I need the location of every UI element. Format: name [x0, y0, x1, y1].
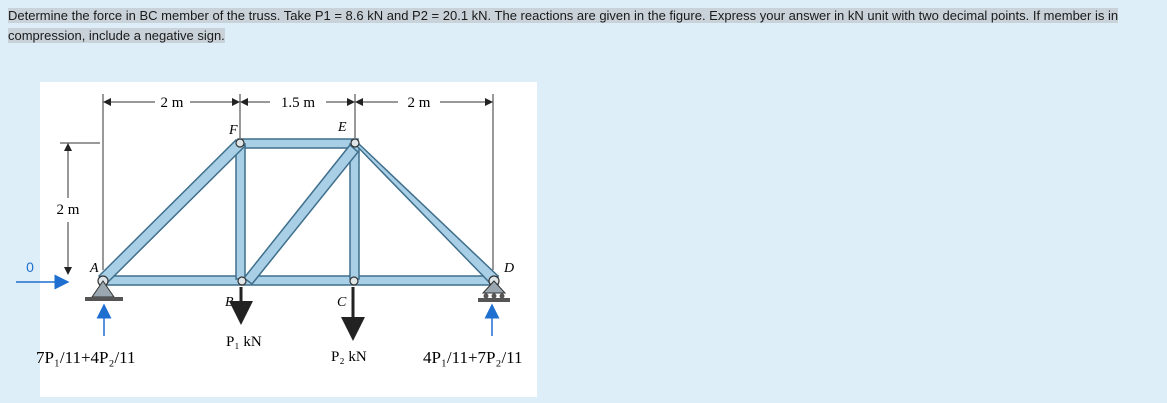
question-line-1: Determine the force in BC member of the truss. Take P1 = 8.6 kN and P2 = 20.1 kN. The reactions are given in the figure. Express your answer in kN unit with two decimal points. If member is in: [8, 8, 1119, 23]
reaction-label-D: 4P₁/11+7P₂/11: [423, 348, 523, 367]
load-label-P1: P₁ kN: [226, 334, 262, 350]
origin-label: 0: [26, 259, 34, 275]
dim-left-height: 2 m: [56, 202, 80, 218]
reaction-label-A: 7P₁/11+4P₂/11: [36, 348, 136, 367]
member-bottom-chord: [100, 276, 498, 285]
member-BF: [236, 144, 245, 279]
dim-top-left: 2 m: [160, 95, 184, 111]
dim-top-mid: 1.5 m: [280, 95, 316, 111]
member-FE: [238, 139, 358, 148]
load-label-P2: P₂ kN: [331, 349, 367, 365]
node-label-F: F: [229, 123, 238, 138]
node-label-B: B: [225, 295, 234, 310]
node-label-E: E: [338, 120, 347, 135]
node-label-D: D: [504, 261, 515, 276]
dim-top-right: 2 m: [407, 95, 431, 111]
node-label-C: C: [337, 295, 347, 310]
node-label-A: A: [90, 261, 99, 276]
member-CE: [350, 144, 359, 279]
question-line-2: compression, include a negative sign.: [8, 28, 225, 43]
